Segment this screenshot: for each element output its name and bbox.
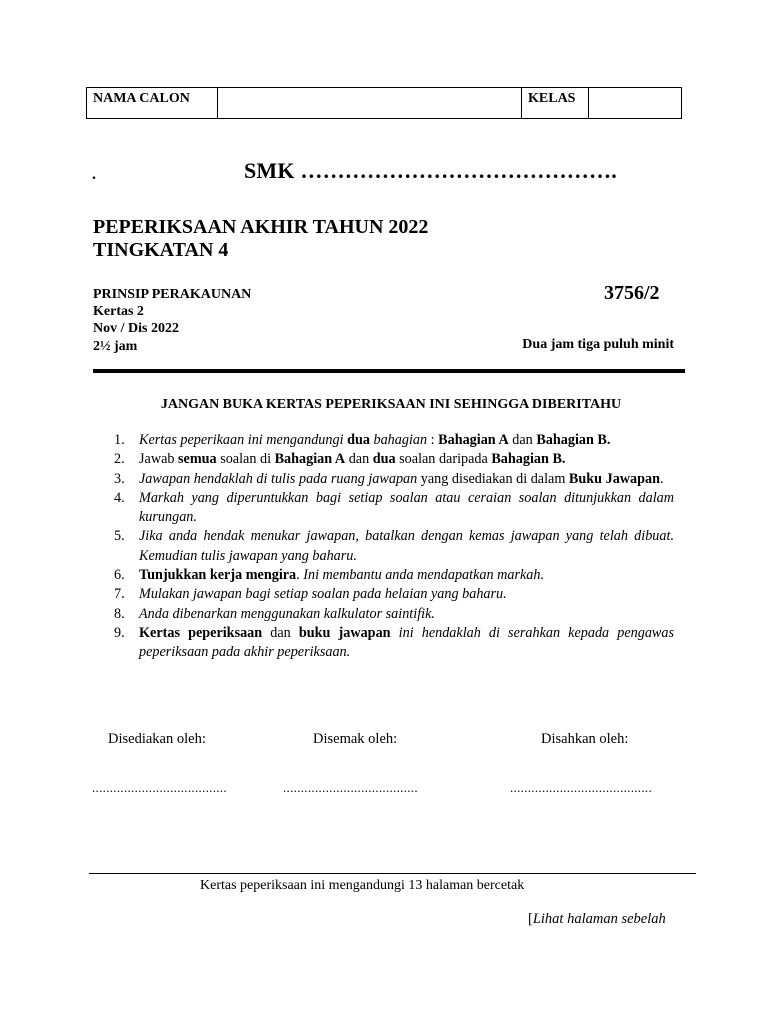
instruction-text: .: [296, 567, 304, 584]
approved-by-signature-line: ........................................: [510, 780, 652, 795]
checked-by-label: Disemak oleh:: [313, 731, 398, 747]
instruction-text: soalan daripada: [395, 451, 492, 468]
instruction-number: 3.: [114, 470, 125, 487]
instruction-item: [94, 470, 674, 489]
instruction-item: [94, 605, 674, 624]
paper-number: Kertas 2: [93, 304, 144, 319]
instruction-text: Jika anda hendak menukar jawapan, batalkan dengan kemas jawapan yang telah dibuat. Kemudian tulis jawapan yang baharu.: [139, 528, 674, 564]
instruction-text: Kertas peperiksaan: [139, 624, 263, 641]
footer-rule: [89, 873, 696, 874]
instruction-item: [94, 450, 674, 469]
next-page-bracket: [: [528, 911, 533, 927]
exam-form: TINGKATAN 4: [93, 239, 229, 261]
instruction-text: dan: [508, 432, 537, 448]
instruction-text: Ini membantu anda mendapatkan markah.: [303, 567, 545, 584]
next-page-text: Lihat halaman sebelah: [532, 911, 666, 927]
checked-by-signature-line: ......................................: [283, 780, 418, 795]
instruction-item: [94, 489, 674, 528]
instruction-item: [94, 566, 674, 585]
instruction-text: Bahagian A: [274, 451, 346, 468]
instructions-list: [94, 431, 674, 663]
divider-rule: [93, 369, 685, 373]
instruction-text: Kertas peperikaan ini mengandungi: [139, 432, 348, 448]
page-count-note: Kertas peperiksaan ini mengandungi 13 halaman bercetak: [200, 878, 525, 893]
approved-by-label: Disahkan oleh:: [541, 731, 629, 747]
instruction-number: 1.: [114, 432, 125, 448]
instruction-text: Buku Jawapan: [568, 470, 661, 487]
class-field[interactable]: [589, 88, 682, 119]
instruction-text: Jawab: [139, 451, 179, 468]
stray-mark: .: [92, 166, 96, 183]
instruction-text: dan: [262, 624, 299, 641]
instruction-text: :: [427, 432, 439, 448]
exam-session: Nov / Dis 2022: [93, 321, 179, 336]
instruction-text: dua: [347, 432, 370, 448]
duration-words: Dua jam tiga puluh minit: [522, 337, 674, 352]
paper-code: 3756/2: [604, 282, 660, 304]
instruction-text: .: [660, 470, 664, 487]
instruction-text: soalan di: [216, 451, 275, 468]
class-label: KELAS: [522, 88, 589, 119]
instruction-text: Bahagian B.: [491, 451, 566, 468]
next-page-note: [528, 911, 666, 928]
subject-name: PRINSIP PERAKAUNAN: [93, 287, 252, 302]
instruction-number: 5.: [114, 528, 125, 545]
instruction-text: Anda dibenarkan menggunakan kalkulator saintifik.: [139, 605, 435, 622]
prepared-by-label: Disediakan oleh:: [108, 731, 206, 747]
prepared-by-signature-line: ......................................: [92, 780, 227, 795]
exam-title: PEPERIKSAAN AKHIR TAHUN 2022: [93, 216, 429, 238]
candidate-name-field[interactable]: [218, 88, 522, 119]
instruction-number: 8.: [114, 605, 125, 622]
instruction-text: Jawapan hendaklah di tulis pada ruang jawapan: [139, 470, 418, 487]
instruction-text: semua: [178, 451, 217, 468]
instruction-number: 2.: [114, 451, 125, 468]
instruction-number: 6.: [114, 567, 125, 584]
instruction-number: 9.: [114, 624, 125, 641]
instruction-text: dan: [345, 451, 373, 468]
instruction-item: [94, 527, 674, 566]
candidate-info-table: [86, 87, 682, 119]
instruction-number: 7.: [114, 586, 125, 603]
school-name-line: SMK …………………………………….: [244, 158, 617, 183]
instruction-text: Bahagian A: [438, 432, 509, 448]
instruction-item: [94, 624, 674, 663]
instruction-text: Markah yang diperuntukkan bagi setiap soalan atau ceraian soalan ditunjukkan dalam kurungan.: [139, 489, 674, 526]
warning-heading: JANGAN BUKA KERTAS PEPERIKSAAN INI SEHINGGA DIBERITAHU: [160, 397, 622, 412]
instruction-text: ini hendaklah di serahkan kepada pengawas peperiksaan pada akhir peperiksaan.: [139, 624, 674, 661]
exam-hours: 2½ jam: [93, 339, 138, 354]
instruction-text: Bahagian B.: [536, 432, 611, 448]
instruction-text: Tunjukkan kerja mengira: [139, 567, 297, 584]
instruction-text: dua: [372, 451, 396, 468]
instruction-item: [94, 431, 674, 450]
instruction-text: buku jawapan: [298, 624, 391, 641]
instruction-item: [94, 585, 674, 604]
candidate-name-label: NAMA CALON: [87, 88, 218, 119]
instruction-number: 4.: [114, 489, 125, 506]
instruction-text: yang disediakan di dalam: [417, 470, 569, 487]
instruction-text: bahagian: [369, 432, 428, 448]
instruction-text: Mulakan jawapan bagi setiap soalan pada helaian yang baharu.: [139, 586, 507, 603]
